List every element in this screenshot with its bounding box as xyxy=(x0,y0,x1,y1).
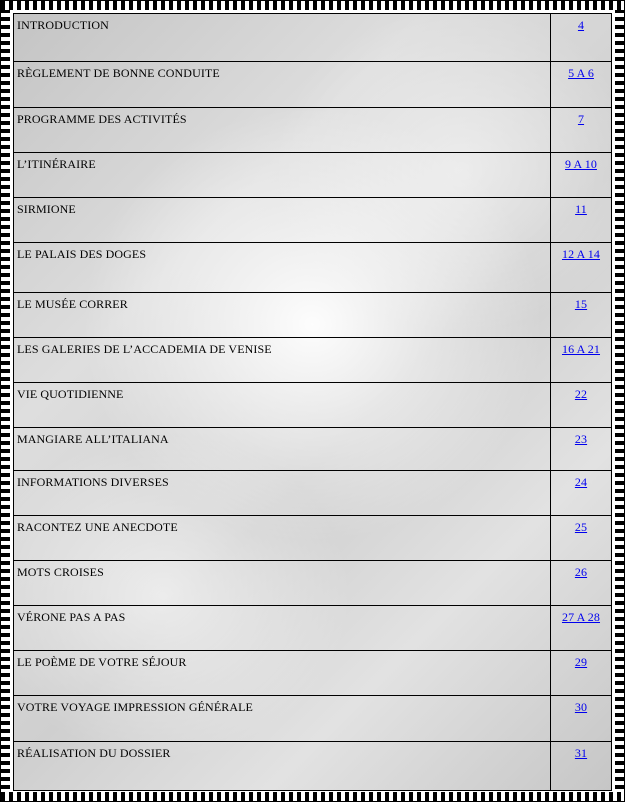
toc-page-link[interactable]: 9 A 10 xyxy=(565,156,597,171)
toc-row xyxy=(14,427,611,470)
toc-page-link[interactable]: 31 xyxy=(574,746,588,761)
toc-title: RACONTEZ UNE ANECDOTE xyxy=(14,516,551,561)
toc-row xyxy=(14,696,611,742)
toc-title: LE POÈME DE VOTRE SÉJOUR xyxy=(14,651,551,696)
toc-page-link[interactable]: 23 xyxy=(574,431,588,446)
toc-row xyxy=(14,337,611,382)
toc-page-link[interactable]: 29 xyxy=(574,655,588,670)
toc-row xyxy=(14,382,611,427)
toc-page-link[interactable]: 4 xyxy=(577,18,585,32)
toc-row xyxy=(14,292,611,337)
toc-page-link[interactable]: 5 A 6 xyxy=(568,65,594,80)
toc-row xyxy=(14,107,611,152)
toc-row xyxy=(14,152,611,197)
toc-row xyxy=(14,242,611,292)
toc-row xyxy=(14,606,611,651)
toc-title: INFORMATIONS DIVERSES xyxy=(14,470,551,515)
table-of-contents xyxy=(14,14,611,790)
toc-page-link[interactable]: 30 xyxy=(574,700,588,715)
toc-title: LES GALERIES DE L’ACCADEMIA DE VENISE xyxy=(14,337,551,382)
toc-row xyxy=(14,742,611,790)
toc-title: VIE QUOTIDIENNE xyxy=(14,382,551,427)
toc-title: RÉALISATION DU DOSSIER xyxy=(17,746,171,761)
toc-page-link[interactable]: 12 A 14 xyxy=(561,246,601,261)
toc-title: LE MUSÉE CORRER xyxy=(14,292,551,337)
toc-title: PROGRAMME DES ACTIVITÉS xyxy=(14,107,551,152)
toc-page-link[interactable]: 24 xyxy=(574,474,588,489)
toc-page-link[interactable]: 15 xyxy=(574,296,588,311)
table-of-contents-panel xyxy=(13,13,612,791)
toc-row xyxy=(14,651,611,696)
toc-page-link[interactable]: 27 A 28 xyxy=(561,610,601,625)
toc-page-link[interactable]: 22 xyxy=(574,386,588,401)
toc-row xyxy=(14,561,611,606)
toc-title: L’ITINÉRAIRE xyxy=(14,152,551,197)
toc-row xyxy=(14,470,611,515)
toc-title: RÈGLEMENT DE BONNE CONDUITE xyxy=(14,61,551,107)
toc-title: VOTRE VOYAGE IMPRESSION GÉNÉRALE xyxy=(14,696,551,742)
toc-title: MOTS CROISES xyxy=(14,561,551,606)
toc-title: INTRODUCTION xyxy=(14,14,551,61)
toc-page-link[interactable]: 16 A 21 xyxy=(561,341,601,356)
toc-row xyxy=(14,516,611,561)
toc-row xyxy=(14,61,611,107)
toc-page-link[interactable]: 11 xyxy=(575,201,587,216)
toc-title: LE PALAIS DES DOGES xyxy=(14,242,551,292)
toc-row xyxy=(14,197,611,242)
toc-page-link[interactable]: 25 xyxy=(574,520,588,535)
toc-title: SIRMIONE xyxy=(14,197,551,242)
toc-row xyxy=(14,14,611,61)
toc-page-link[interactable]: 7 xyxy=(577,111,585,126)
toc-page-link[interactable]: 26 xyxy=(574,565,588,580)
toc-title: VÉRONE PAS A PAS xyxy=(14,606,551,651)
toc-title: MANGIARE ALL’ITALIANA xyxy=(14,427,551,470)
